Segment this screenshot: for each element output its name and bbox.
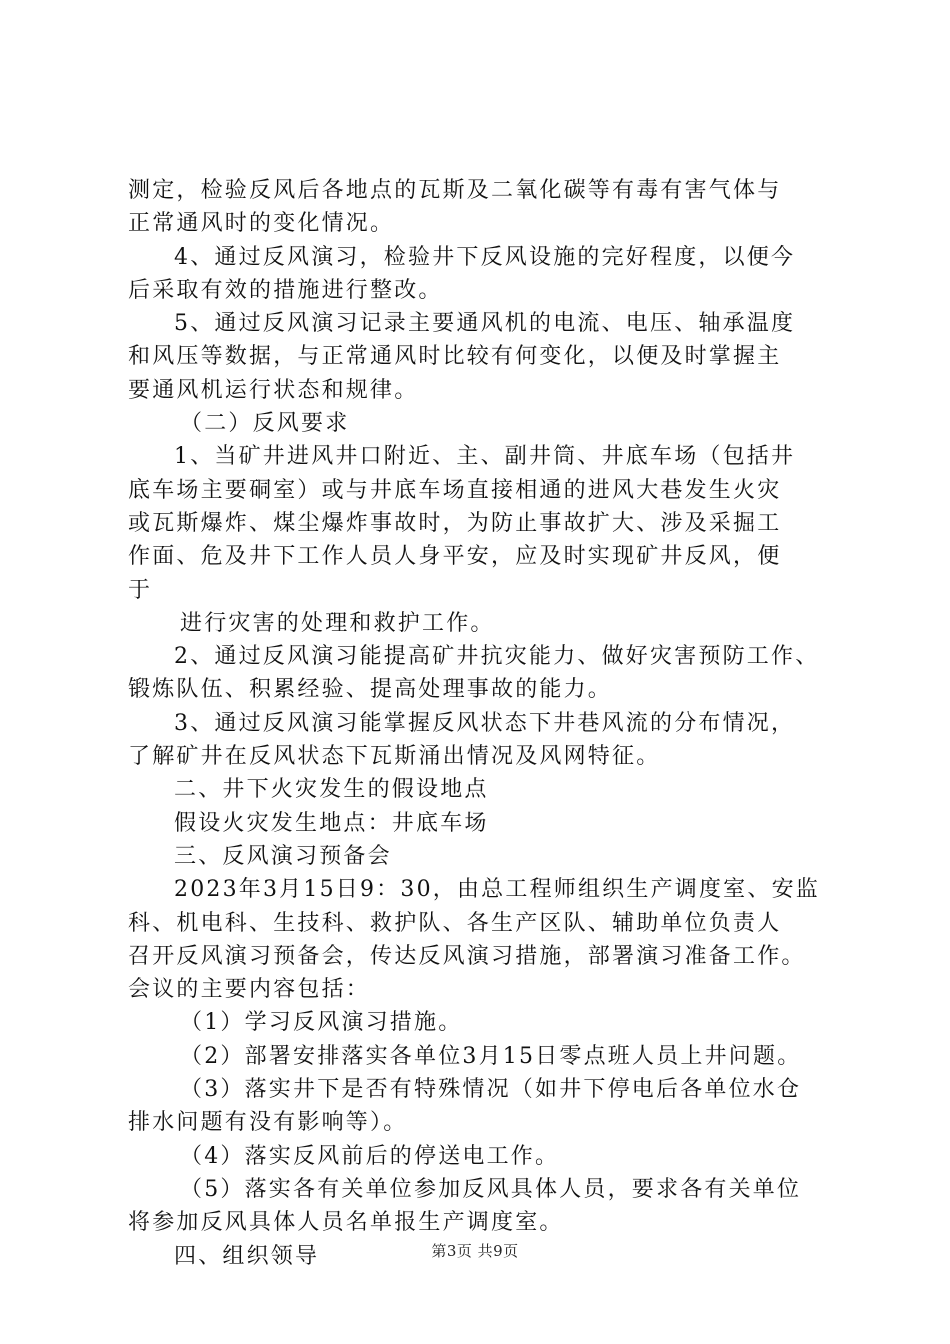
text-line: 5、通过反风演习记录主要通风机的电流、电压、轴承温度 xyxy=(174,311,796,337)
text-line: 锻炼队伍、积累经验、提高处理事故的能力。 xyxy=(128,677,613,703)
text-line: 后采取有效的措施进行整改。 xyxy=(128,277,443,303)
text-line: 排水问题有没有影响等）。 xyxy=(128,1110,408,1136)
text-line: 底车场主要硐室）或与井底车场直接相通的进风大巷发生火灾 xyxy=(128,477,782,503)
section-heading: 二、井下火灾发生的假设地点 xyxy=(174,777,489,803)
text-line: 2、通过反风演习能提高矿井抗灾能力、做好灾害预防工作、 xyxy=(174,644,820,670)
text-line: 3、通过反风演习能掌握反风状态下井巷风流的分布情况， xyxy=(174,710,796,736)
section-heading: （二）反风要求 xyxy=(180,411,350,437)
list-item: （4）落实反风前后的停送电工作。 xyxy=(180,1143,560,1169)
text-line: 假设火灾发生地点：井底车场 xyxy=(174,810,489,836)
text-line: 或瓦斯爆炸、煤尘爆炸事故时，为防止事故扩大、涉及采掘工 xyxy=(128,510,782,536)
list-item: （3）落实井下是否有特殊情况（如井下停电后各单位水仓 xyxy=(180,1077,802,1103)
page-number: 第3页 共9页 xyxy=(431,1242,519,1260)
list-item: （2）部署安排落实各单位3月15日零点班人员上井问题。 xyxy=(180,1043,802,1069)
text-line: 了解矿井在反风状态下瓦斯涌出情况及风网特征。 xyxy=(128,744,661,770)
text-line: 科、机电科、生技科、救护队、各生产区队、辅助单位负责人 xyxy=(128,910,782,936)
text-line: 2023年3月15日9：30，由总工程师组织生产调度室、安监 xyxy=(174,877,820,903)
list-item: （1）学习反风演习措施。 xyxy=(180,1010,463,1036)
text-line: 作面、危及井下工作人员人身平安，应及时实现矿井反风，便 xyxy=(128,544,782,570)
text-line: 要通风机运行状态和规律。 xyxy=(128,377,419,403)
text-line: 测定，检验反风后各地点的瓦斯及二氧化碳等有毒有害气体与 xyxy=(128,178,782,203)
text-line: 正常通风时的变化情况。 xyxy=(128,211,395,237)
text-line: 1、当矿井进风井口附近、主、副井筒、井底车场（包括井 xyxy=(174,444,796,470)
text-line: 4、通过反风演习，检验井下反风设施的完好程度，以便今 xyxy=(174,244,796,270)
section-heading: 四、组织领导 xyxy=(174,1243,320,1269)
text-line: 和风压等数据，与正常通风时比较有何变化，以便及时掌握主 xyxy=(128,344,782,370)
text-line: 于 xyxy=(128,577,153,603)
text-line: 召开反风演习预备会，传达反风演习措施，部署演习准备工作。 xyxy=(128,943,806,969)
text-line: 会议的主要内容包括： xyxy=(128,977,371,1003)
text-line: 将参加反风具体人员名单报生产调度室。 xyxy=(128,1210,564,1236)
text-line: 进行灾害的处理和救护工作。 xyxy=(180,610,495,636)
section-heading: 三、反风演习预备会 xyxy=(174,843,392,869)
list-item: （5）落实各有关单位参加反风具体人员，要求各有关单位 xyxy=(180,1176,802,1202)
document-body xyxy=(128,174,840,1273)
